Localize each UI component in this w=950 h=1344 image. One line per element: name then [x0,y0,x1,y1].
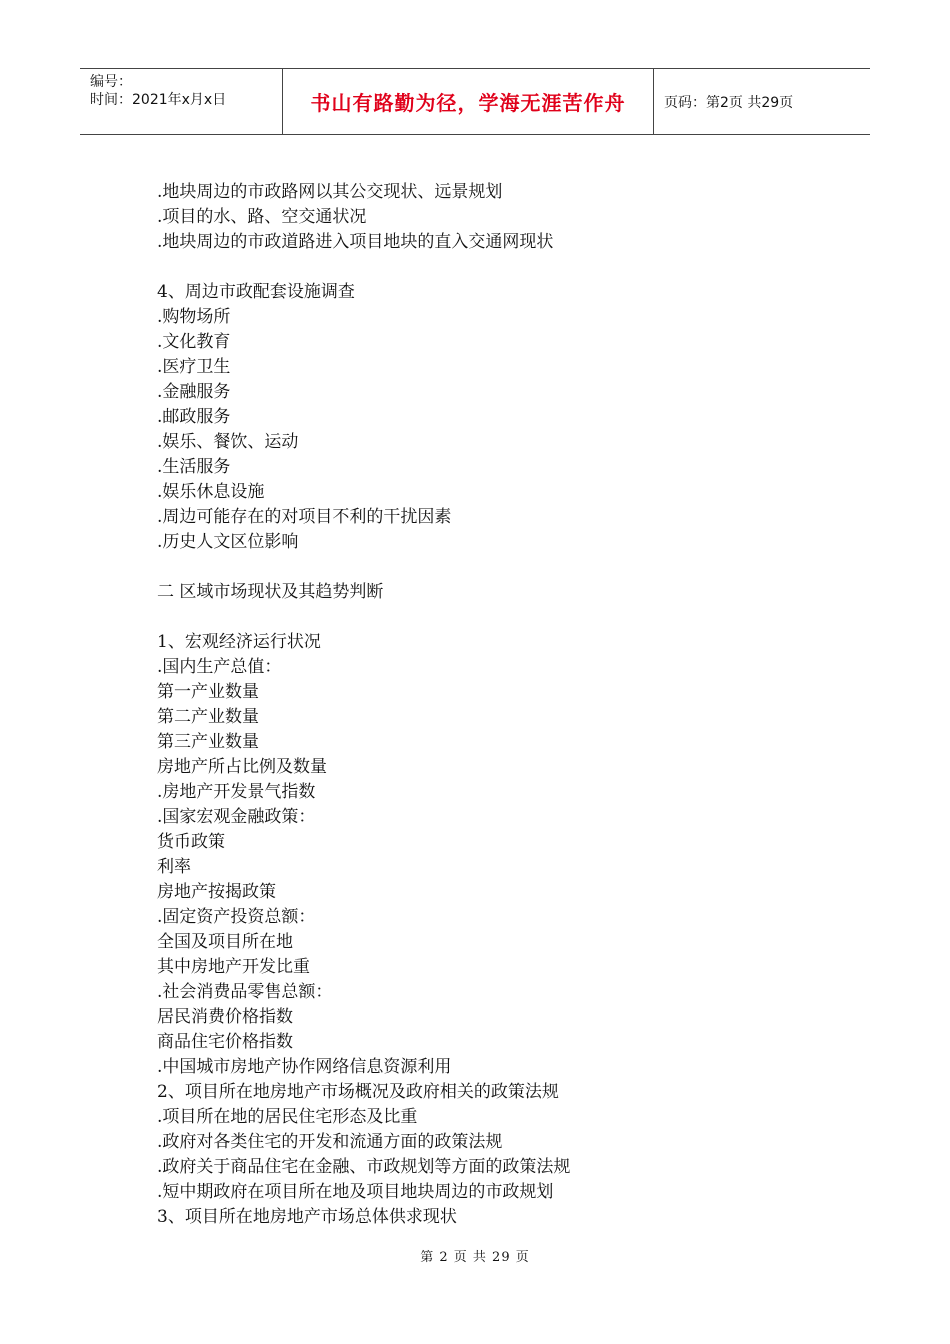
text-line: 房地产按揭政策 [157,882,276,902]
header-motto-cell [282,69,654,134]
text-line: .社会消费品零售总额： [157,982,333,1002]
text-line: .历史人文区位影响 [157,532,299,552]
text-line: .国内生产总值： [157,657,282,677]
text-line: 其中房地产开发比重 [157,957,310,977]
text-line: .地块周边的市政道路进入项目地块的直入交通网现状 [157,232,554,252]
text-line: .国家宏观金融政策： [157,807,316,827]
text-line: 第一产业数量 [157,682,259,702]
text-line: 1、宏观经济运行状况 [157,632,321,652]
header-page-info: 页码：第2页 共29页 [664,94,794,111]
document-time-label: 时间：2021年x月x日 [90,92,227,108]
text-line: .娱乐休息设施 [157,482,265,502]
text-line: .金融服务 [157,382,231,402]
document-number-label: 编号： [90,74,132,90]
text-line: .中国城市房地产协作网络信息资源利用 [157,1057,452,1077]
text-line: 利率 [157,857,191,877]
blank-line [157,255,857,280]
text-line: 货币政策 [157,832,225,852]
text-line: .短中期政府在项目所在地及项目地块周边的市政规划 [157,1182,554,1202]
page-header [80,68,870,135]
text-line: .娱乐、餐饮、运动 [157,432,299,452]
document-body [157,180,857,1230]
text-line: .医疗卫生 [157,357,231,377]
text-line: 2、项目所在地房地产市场概况及政府相关的政策法规 [157,1082,559,1102]
text-line: 第三产业数量 [157,732,259,752]
header-motto: 书山有路勤为径，学海无涯苦作舟 [310,91,626,115]
text-line: 二 区域市场现状及其趋势判断 [157,582,384,602]
text-line: 4、周边市政配套设施调查 [157,282,355,302]
text-line: .项目所在地的居民住宅形态及比重 [157,1107,418,1127]
header-page-cell [654,69,870,134]
text-line: 房地产所占比例及数量 [157,757,327,777]
text-line: 居民消费价格指数 [157,1007,293,1027]
text-line: 全国及项目所在地 [157,932,293,952]
text-line: .房地产开发景气指数 [157,782,316,802]
text-line: .政府对各类住宅的开发和流通方面的政策法规 [157,1132,503,1152]
text-line: .周边可能存在的对项目不利的干扰因素 [157,507,452,527]
text-line: .政府关于商品住宅在金融、市政规划等方面的政策法规 [157,1157,571,1177]
text-line: 3、项目所在地房地产市场总体供求现状 [157,1207,457,1227]
text-line: .固定资产投资总额： [157,907,316,927]
text-line: .项目的水、路、空交通状况 [157,207,367,227]
text-line: .生活服务 [157,457,231,477]
text-line: 第二产业数量 [157,707,259,727]
text-line: 商品住宅价格指数 [157,1032,293,1052]
blank-line [157,605,857,630]
page-footer: 第 2 页 共 29 页 [420,1250,530,1265]
blank-line [157,555,857,580]
text-line: .购物场所 [157,307,231,327]
text-line: .文化教育 [157,332,231,352]
text-line: .邮政服务 [157,407,231,427]
text-line: .地块周边的市政路网以其公交现状、远景规划 [157,182,503,202]
header-meta-cell [80,69,282,134]
